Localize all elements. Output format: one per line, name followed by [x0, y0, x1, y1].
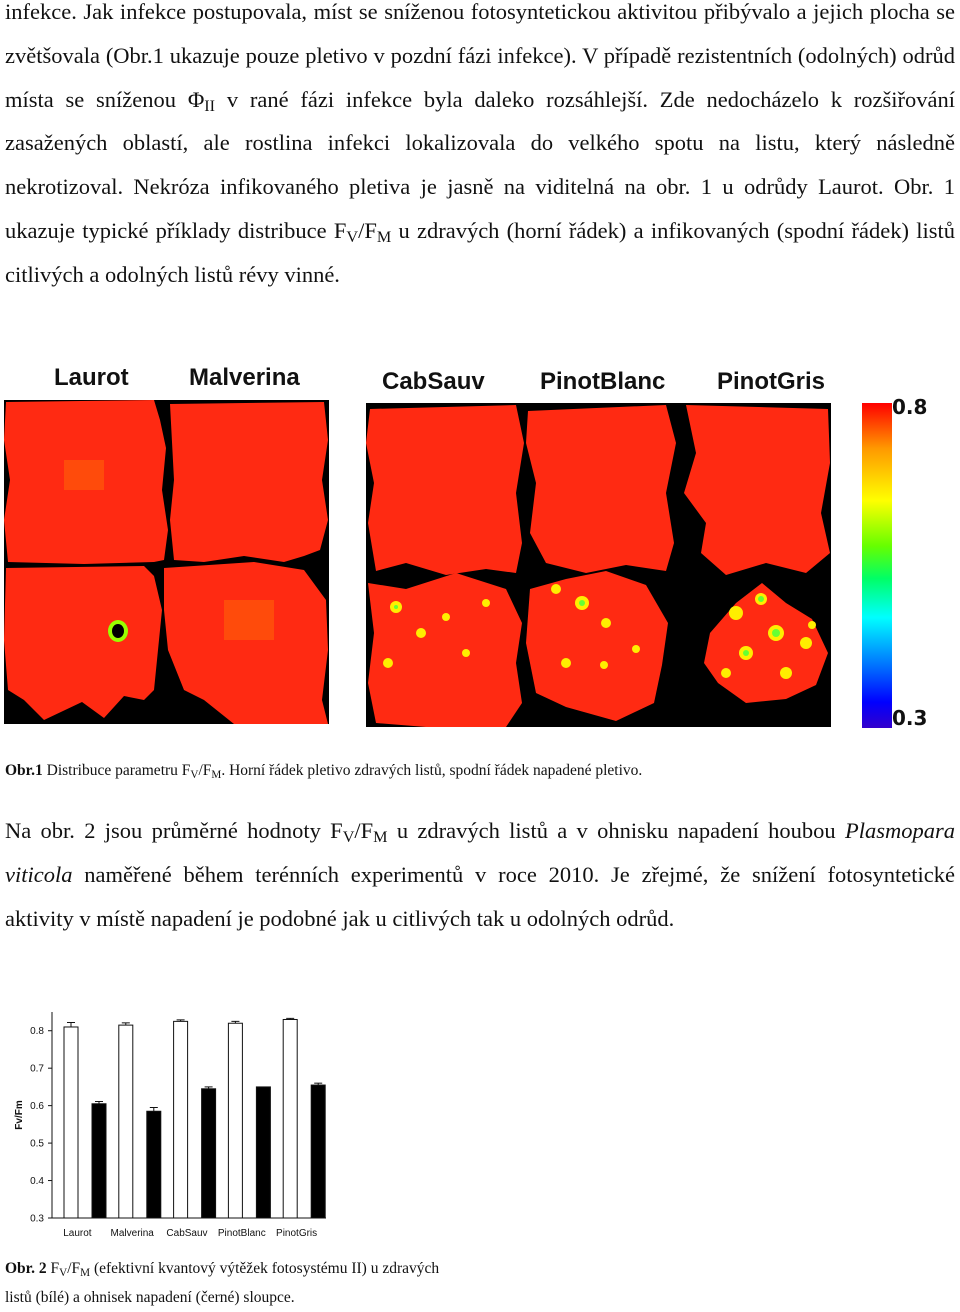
caption-subscript: M	[211, 768, 222, 781]
leaf-laurot-infected	[4, 566, 162, 720]
x-tick-label: Laurot	[63, 1228, 92, 1239]
paragraph-text: /F	[354, 818, 374, 843]
x-tick-label: PinotBlanc	[217, 1228, 266, 1239]
colorbar-max-label: 0.8	[892, 395, 928, 419]
bar	[119, 1025, 133, 1218]
paragraph-text: naměřené během terénních experimentů v roce 2010. Je zřejmé, že snížení fotosyntetické aktivity v místě napadení je podobné jak u citlivých tak u odolných odrůd.	[5, 861, 955, 931]
figure-1-caption	[5, 761, 955, 781]
leaf-pinotgris-healthy	[684, 405, 830, 575]
caption-subscript: V	[59, 1266, 68, 1279]
caption-subscript: M	[80, 1266, 91, 1279]
paragraph-text: infekce. Jak infekce postupovala, míst se sníženou fotosyntetickou aktivitou přibývalo a jejich plocha se zvětšovala (Obr.1 ukazuje pouze pletivo v pozdní fázi infekce). V případě rezistentních (odolných) odrůd místa se sníženou	[5, 0, 955, 112]
phi-subscript: II	[204, 96, 216, 115]
fv-subscript: V	[342, 828, 355, 847]
body-paragraph-2	[5, 809, 955, 940]
paragraph-text: v rané fázi infekce byla daleko rozsáhlejší. Zde nedocházelo k rozšiřování zasažených oblastí, ale rostlina infekci lokalizovala do velkého spotu na listu, který následně nekrotizoval. Nekróza infikovaného pletiva je jasně na viditelná na obr. 1 u odrůdy Laurot. Obr. 1 ukazuje typické příklady distribuce F	[5, 86, 955, 243]
caption-text: /F	[67, 1260, 81, 1277]
bar	[64, 1027, 78, 1218]
y-tick-label: 0.5	[30, 1138, 44, 1150]
figure-2-bar-chart	[0, 1000, 400, 1250]
caption-label: Obr. 2	[5, 1260, 47, 1277]
y-tick-label: 0.3	[30, 1213, 44, 1225]
y-tick-label: 0.4	[30, 1176, 44, 1188]
bar	[228, 1023, 242, 1218]
variety-label-cabsauv: CabSauv	[382, 368, 485, 395]
fm-subscript: M	[376, 228, 392, 247]
bar	[311, 1085, 325, 1218]
y-tick-label: 0.7	[30, 1063, 44, 1075]
paragraph-text: /F	[358, 217, 377, 243]
bar	[147, 1111, 161, 1218]
caption-text: /F	[198, 762, 212, 779]
y-tick-label: 0.8	[30, 1026, 44, 1038]
variety-label-malverina: Malverina	[189, 364, 300, 391]
figure-2-caption	[5, 1254, 465, 1312]
paragraph-text: u zdravých listů a v ohnisku napadení houbou	[387, 818, 845, 843]
body-paragraph-1	[5, 0, 955, 297]
bar	[283, 1019, 297, 1218]
paragraph-text: Na obr. 2 jsou průměrné hodnoty F	[5, 818, 343, 843]
x-tick-label: CabSauv	[166, 1228, 208, 1239]
y-tick-label: 0.6	[30, 1101, 44, 1113]
caption-subscript: V	[190, 768, 199, 781]
leaf-cabsauv-healthy	[366, 405, 524, 575]
caption-text: (efektivní kvantový výtěžek fotosystému II) u zdravých listů (bílé) a ohnisek napadení (černé) sloupce.	[5, 1260, 440, 1306]
bar	[202, 1089, 216, 1218]
leaf-pinotblanc-healthy	[526, 405, 676, 573]
leaf-image-panel-sensitive	[4, 400, 329, 724]
x-tick-label: PinotGris	[276, 1228, 318, 1239]
caption-text: Distribuce parametru F	[42, 762, 191, 779]
fm-subscript: M	[373, 828, 388, 847]
bar	[92, 1104, 106, 1218]
y-axis-label: Fv/Fm	[14, 1100, 25, 1130]
caption-text: F	[46, 1260, 60, 1277]
variety-label-laurot: Laurot	[54, 364, 129, 391]
colorbar-min-label: 0.3	[892, 706, 928, 730]
caption-text: . Horní řádek pletivo zdravých listů, spodní řádek napadené pletivo.	[221, 762, 643, 779]
bar	[174, 1021, 188, 1218]
fv-subscript: V	[346, 228, 359, 247]
colorbar	[862, 403, 892, 728]
bar	[256, 1087, 270, 1218]
leaf-image-panel-resistant	[366, 403, 831, 727]
variety-label-pinotblanc: PinotBlanc	[540, 368, 666, 395]
x-tick-label: Malverina	[110, 1228, 154, 1239]
phi-symbol: Φ	[187, 86, 205, 112]
paragraph-text: u zdravých (horní řádek) a infikovaných (spodní řádek) listů citlivých a odolných listů révy vinné.	[5, 217, 955, 287]
species-name: Plasmopara viticola	[5, 818, 956, 887]
leaf-cabsauv-infected	[368, 573, 522, 727]
variety-label-pinotgris: PinotGris	[717, 368, 826, 395]
caption-label: Obr.1	[5, 762, 43, 779]
leaf-malverina-healthy	[170, 402, 328, 562]
